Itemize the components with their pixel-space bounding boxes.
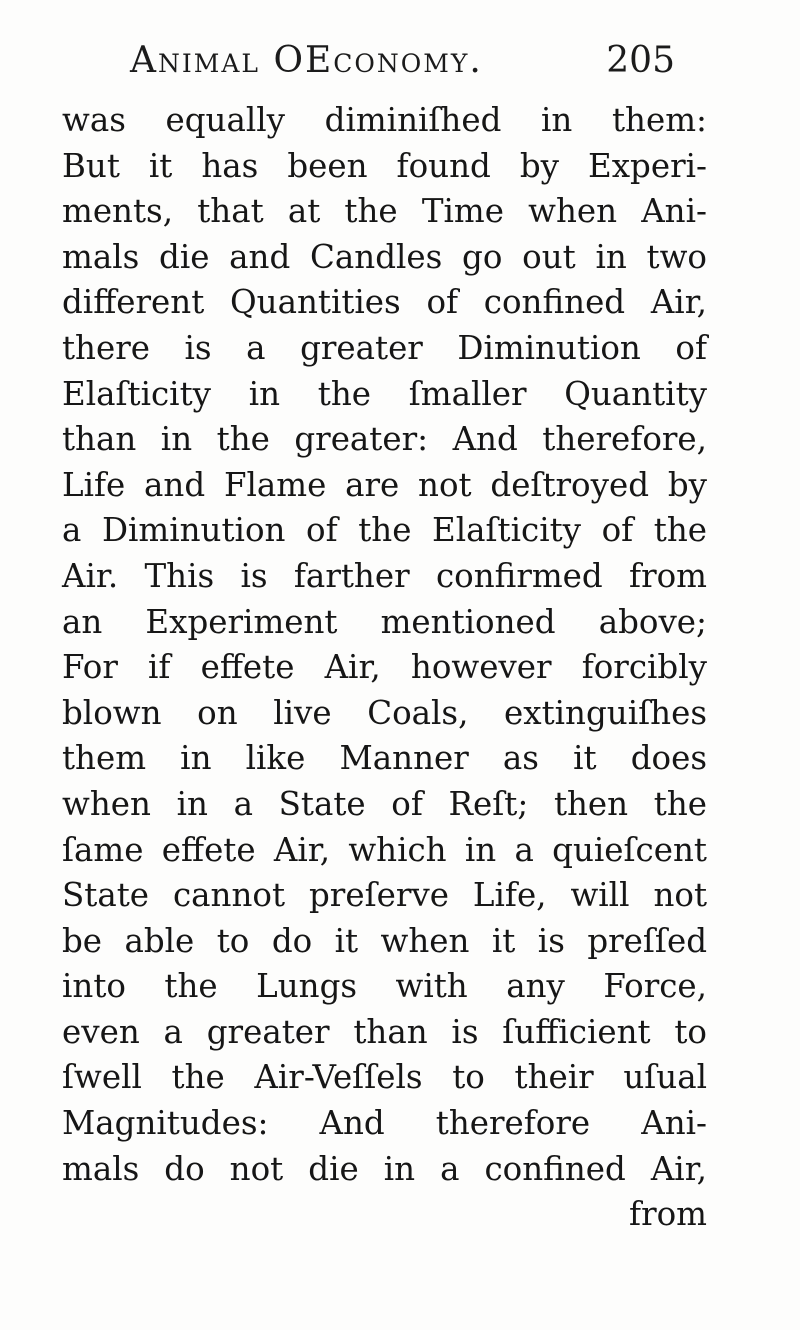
page-header bbox=[130, 32, 675, 88]
text-line: mals do not die in a confined Air, bbox=[62, 1149, 707, 1188]
text-line: For if effete Air, however forcibly bbox=[62, 648, 707, 687]
text-line: different Quantities of confined Air, bbox=[62, 283, 707, 322]
text-line: Magnitudes: And therefore Ani- bbox=[62, 1104, 707, 1143]
text-line: a Diminution of the Elaſticity of the bbox=[62, 511, 707, 550]
text-line: blown on live Coals, extinguiſhes bbox=[62, 693, 707, 732]
body-text bbox=[62, 98, 707, 1238]
text-line: mals die and Candles go out in two bbox=[62, 237, 707, 276]
running-title: Animal OEconomy. bbox=[130, 40, 483, 81]
text-line: was equally diminiſhed in them: bbox=[62, 101, 707, 139]
text-line: ſwell the Air-Veſſels to their uſual bbox=[62, 1058, 707, 1097]
text-line: than in the greater: And therefore, bbox=[62, 420, 707, 459]
text-line: when in a State of Reſt; then the bbox=[62, 784, 707, 823]
text-line: there is a greater Diminution of bbox=[62, 328, 707, 367]
text-line: State cannot preſerve Life, will not bbox=[62, 876, 707, 915]
text-line: ments, that at the Time when Ani- bbox=[62, 192, 707, 231]
text-line: into the Lungs with any Force, bbox=[62, 967, 707, 1006]
page-number: 205 bbox=[606, 40, 675, 81]
text-line: them in like Manner as it does bbox=[62, 739, 707, 778]
text-line: Elaſticity in the ſmaller Quantity bbox=[62, 374, 707, 413]
text-line: But it has been found by Experi- bbox=[62, 146, 707, 185]
text-line: even a greater than is ſufficient to bbox=[62, 1012, 707, 1051]
text-line: ſame effete Air, which in a quieſcent bbox=[62, 830, 707, 869]
text-line: an Experiment mentioned above; bbox=[62, 602, 707, 641]
text-line: Life and Flame are not deſtroyed by bbox=[62, 465, 707, 504]
catchword: from bbox=[629, 1195, 707, 1234]
text-line: Air. This is farther confirmed from bbox=[62, 556, 707, 595]
text-line: be able to do it when it is preſſed bbox=[62, 921, 707, 960]
